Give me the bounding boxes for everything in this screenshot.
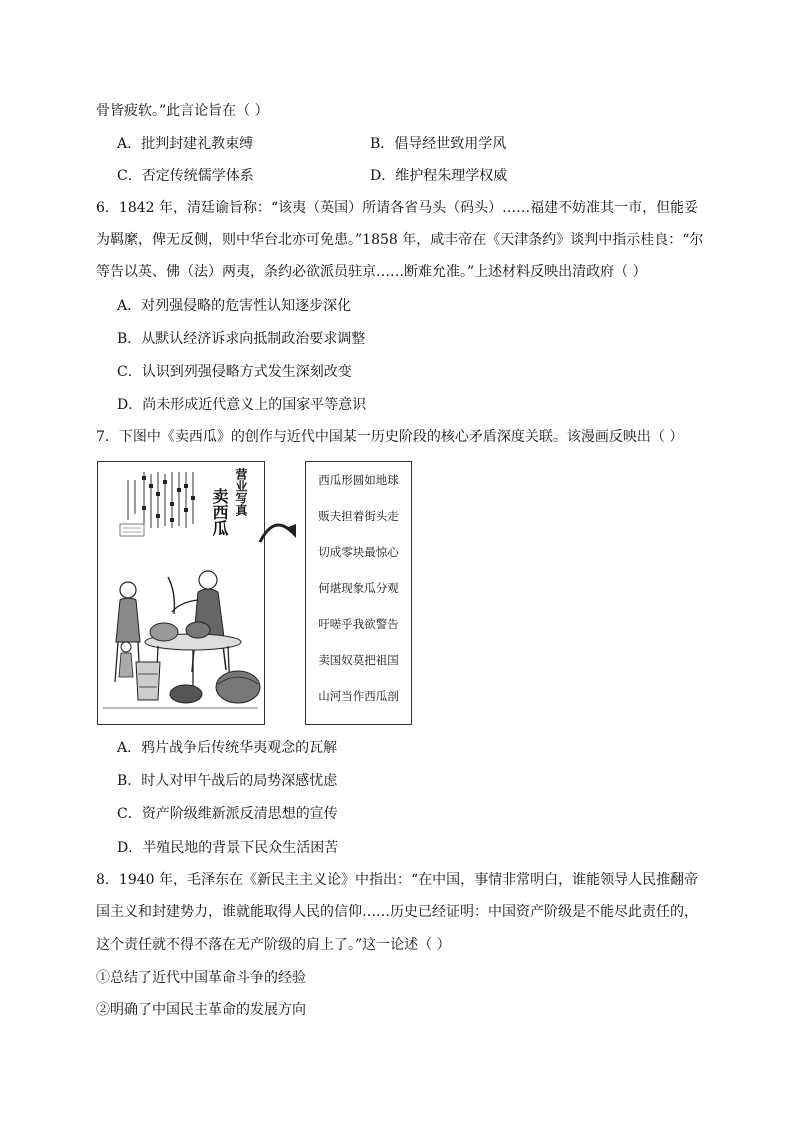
q6-stem-line-1: 6．1842 年，清廷谕旨称：“该夷（英国）所请各省马头（码头）……福建不妨准其一市，但能妥	[96, 200, 699, 216]
cartoon-series: 营业写真	[234, 468, 248, 516]
q7-stem: 7．下图中《卖西瓜》的创作与近代中国某一历史阶段的核心矛盾深度关联。该漫画反映出（ ）	[96, 429, 684, 445]
cartoon-image	[97, 461, 265, 725]
q5-stem-tail: 骨皆疲软。”此言论旨在（ ）	[96, 103, 269, 119]
q7-option-d: D．半殖民地的背景下民众生活困苦	[117, 840, 339, 856]
curved-arrow-icon	[254, 512, 302, 552]
poem-line-7: 山河当作西瓜剖	[318, 689, 399, 703]
q8-item-1: ①总结了近代中国革命斗争的经验	[96, 970, 306, 986]
q8-stem-line-3: 这个责任就不得不落在无产阶级的肩上了。”这一论述（ ）	[96, 937, 451, 953]
q8-item-2: ②明确了中国民主革命的发展方向	[96, 1002, 306, 1018]
q5-option-d: D．维护程朱理学权威	[370, 168, 508, 184]
q8-stem-line-2: 国主义和封建势力，谁就能取得人民的信仰……历史已经证明：中国资产阶级是不能尽此责任的，	[96, 904, 698, 920]
cartoon-title: 卖西瓜	[210, 488, 229, 536]
poem-line-5: 吁嗟乎我欲警告	[318, 617, 399, 631]
poem-line-6: 卖国奴莫把祖国	[318, 653, 399, 667]
q5-option-a: A．批判封建礼教束缚	[117, 136, 254, 152]
poem-line-2: 贩夫担着街头走	[318, 509, 399, 523]
q6-option-c: C．认识到列强侵略方式发生深刻改变	[117, 364, 352, 380]
poem-box	[305, 461, 412, 725]
q6-option-b: B．从默认经济诉求向抵制政治要求调整	[117, 331, 366, 347]
q5-option-b: B．倡导经世致用学风	[370, 136, 507, 152]
q7-option-a: A．鸦片战争后传统华夷观念的瓦解	[117, 740, 338, 756]
poem-line-1: 西瓜形圆如地球	[318, 473, 399, 487]
q6-option-a: A．对列强侵略的危害性认知逐步深化	[117, 298, 352, 314]
poem-line-4: 何堪现象瓜分观	[318, 581, 399, 595]
poem-line-3: 切成零块最惊心	[318, 545, 399, 559]
q8-stem-line-1: 8．1940 年，毛泽东在《新民主主义论》中指出：“在中国，事情非常明白，谁能领导人民推翻帝	[96, 872, 699, 888]
q6-stem-line-3: 等告以英、佛（法）两夷，条约必欲派员驻京……断难允准。”上述材料反映出清政府（ ）	[96, 264, 647, 280]
q7-option-c: C．资产阶级维新派反清思想的宣传	[117, 806, 338, 822]
q6-option-d: D．尚未形成近代意义上的国家平等意识	[117, 397, 367, 413]
q5-option-c: C．否定传统儒学体系	[117, 168, 254, 184]
q6-stem-line-2: 为羁縻，俾无反侧，则中华台北亦可免患。”1858 年，咸丰帝在《天津条约》谈判中指示桂良：“尔	[96, 232, 704, 248]
q7-option-b: B．时人对甲午战后的局势深感忧虑	[117, 773, 338, 789]
